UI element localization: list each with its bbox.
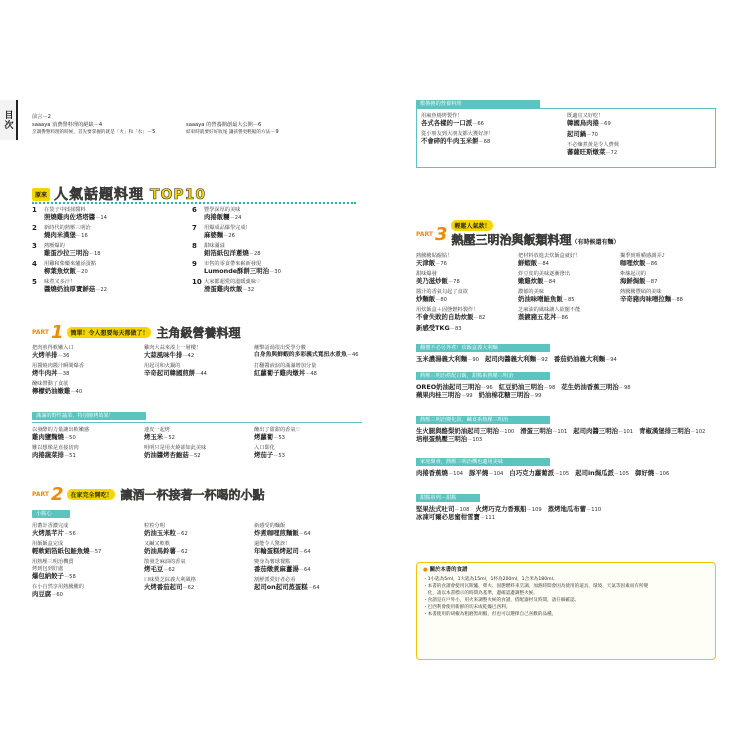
intro-item[interactable]: 前言 － 2 (32, 114, 51, 120)
recipe-item[interactable]: 奶油棉花糖三明治 － 99 (478, 391, 542, 399)
recipe-item[interactable]: 用熱壓三明治機賣 烤到包到好處 爆包納餃子 － 58 (32, 559, 76, 580)
top10-item[interactable]: 9 市售的零食帶來嶄新發現 Lumonde酥餅三明治 － 30 (192, 260, 281, 275)
part1-section-bar: 滿滿的野性蔬菜，特別燒烤效果！ (32, 412, 146, 420)
recipe-notes-title: ● 關於本書的食譜 (423, 567, 468, 573)
top10-divider (32, 202, 356, 204)
part2-col-c (254, 522, 359, 594)
intro-item[interactable]: saaaya 消費譽料理的絕缺 － 4 (32, 121, 103, 128)
recipe-item[interactable]: 青椒漢堡排三明治 － 102 (639, 427, 706, 435)
part1-sec-col-a (32, 426, 137, 462)
recipe-item[interactable]: 用蕃計香濃完成 火烤黑芊片 － 56 (32, 523, 76, 537)
recipe-item[interactable]: 粒粒分明 奶油玉米粒 － 62 (144, 523, 188, 537)
intro-item[interactable]: 烹調譽譽料理的時候，首先要掌握的就是「火」和「水」 － 5 (32, 129, 156, 136)
recipe-item[interactable]: 難以想像是直接切肉 肉捲蔬菜排 － 51 (32, 445, 79, 459)
recipe-item[interactable]: 醬汁的香氣勾起了食欲 炒麵飯 － 80 (416, 289, 468, 303)
recipe-item[interactable]: 又鹹又軟軟 奶油馬鈴薯 － 62 (144, 541, 188, 555)
part3-col-a (416, 252, 516, 335)
top10-item[interactable]: 1 在袋子中揉揉醬料 照燒雞肉佐塔塔醬 － 14 (32, 206, 107, 221)
left-page (32, 92, 368, 710)
top10-col-right (192, 206, 362, 296)
intro-list (32, 114, 332, 137)
recipe-item[interactable]: 把肉煎得軟嫩入口 火烤羊排 － 36 (32, 345, 74, 359)
recipe-item[interactable]: 醃出了甜甜的香氣♡ 烤蘿蔔 － 53 (254, 427, 301, 441)
top10-col-left (32, 206, 182, 296)
part2-section-bar: 小點心 (32, 510, 70, 518)
note-line: ・本書的食譜會使用瓦斯爐、柴火、固態燃料來烹調。加熱時間會因為使用的道具、環境、天氣等因素而有所變 (423, 584, 649, 589)
recipe-item[interactable]: 醃味帶動了食欲 檸檬奶油嫩雞 － 40 (32, 381, 83, 395)
part3-col-b (518, 252, 618, 324)
party-section (416, 458, 716, 480)
recipe-item[interactable]: 用飯飯盒完成 輕軟鋁箔紙包鮭魚燒 － 57 (32, 541, 102, 555)
recipe-notes-box (416, 562, 716, 660)
recipe-item[interactable]: 白巧克力蘿蔔派 － 105 (509, 469, 570, 477)
right-section-1-box (416, 108, 716, 168)
recipe-item[interactable]: 不必煉煮黃是令人費興 蕃薩旺斯燉菜 － 72 (567, 142, 619, 156)
recipe-item[interactable]: 堅果法式吐司 － 108 (416, 505, 470, 513)
recipe-item[interactable]: 既適宜又好吃！ 韓國烏肉捲 － 69 (567, 113, 611, 127)
note-line: ・1小匙為5ml，1大匙為15ml，1杯為200ml，1合米為180ml。 (423, 577, 558, 582)
recipe-item[interactable]: OREO奶油起司三明治 － 96 (416, 383, 493, 391)
recipe-item[interactable]: 散發芝麻油的香氣 烤毛豆 － 62 (144, 559, 186, 573)
right-section-1 (416, 100, 716, 168)
part1-col-a (32, 344, 137, 398)
part1-header: PART 1 簡單！令人想要每天都做了！ 主角級營養料理 (32, 322, 241, 343)
recipe-item[interactable]: 冰凍可爾必思蜜柑雪寶 － 111 (416, 513, 496, 521)
info-icon: ● (423, 567, 428, 573)
part3-col-c (620, 252, 724, 306)
top10-item[interactable]: 7 用爆成品爆學完成！ 麻婆麵 － 26 (192, 224, 251, 239)
recipe-item[interactable]: 熱騰騰貼餛貼！ 天津飯 － 76 (416, 253, 453, 267)
recipe-item[interactable]: 生火腿與酪梨奶油起司三明治 － 100 (416, 427, 515, 435)
part1-sec-col-b (144, 426, 249, 462)
recipe-item[interactable]: 用起司和火鍋的 辛奇起司韓國煎餅 － 44 (144, 363, 207, 377)
top10-item[interactable]: 3 熱壓爆的 雞蛋沙拉三明治 － 18 (32, 242, 101, 257)
dessert-section-bar: 甜點串列－甜點 (416, 494, 480, 502)
top10-badge: 原來 (32, 188, 50, 201)
recipe-item[interactable]: 連皮一起烤 烤玉米 － 52 (144, 427, 175, 441)
recipe-item[interactable]: 新感受TKG － 83 (416, 324, 462, 332)
top10-header (32, 184, 206, 204)
intro-item[interactable]: 結束時就要好好收尾 讓孩譽更輕鬆的方法 － 9 (186, 129, 279, 136)
top10-item[interactable]: 4 用雞和柴藥來爐添蛋點 柳葉魚炊飯 － 20 (32, 260, 96, 275)
recipe-item[interactable]: 起司肉醬義大利麵 － 92 (484, 355, 548, 363)
pasta-section (416, 344, 716, 366)
recipe-item[interactable]: 用醬燒肉醬汁瞬間爆香 烤牛肉丼 － 38 (32, 363, 84, 377)
recipe-item[interactable]: 濃郁的美味 奶油味噌鮭魚飯 － 85 (518, 289, 575, 303)
recipe-item[interactable]: 起司鍋 － 70 (567, 130, 598, 138)
recipe-item[interactable]: 新感受的麵飯 炸煮咖哩煎麵飯 － 64 (254, 523, 311, 537)
note-line: 化，請以本書標示的時間為基準，邊確認邊調整火候。 (423, 591, 538, 596)
recipe-item[interactable]: 還能令人驚訝！ 年輪蛋糕烤起司 － 64 (254, 541, 311, 555)
right-section-1-bar: 敷換換的營養料理 (416, 100, 540, 108)
toc-spread (18, 92, 730, 710)
recipe-item[interactable]: 紅豆奶油三明治 － 98 (498, 383, 556, 391)
recipe-item[interactable]: 把材料放進去炊飯盒就好！ 鮮蝦飯 － 84 (518, 253, 581, 267)
recipe-item[interactable]: 雞肉大蒜來湊上一層樓！ 大蒜風味牛排 － 42 (144, 345, 202, 359)
recipe-item[interactable]: 明明只是用火燒卻如此美味 奶油醬烤杏鮑菇 － 52 (144, 445, 207, 459)
sweet-sandwich-section (416, 372, 716, 402)
recipe-item[interactable]: 火烤巧克力香蕉船 － 109 (475, 505, 542, 513)
recipe-item[interactable]: 熱騰騰豐碩的美味 辛奇豬肉味噌拉麵 － 88 (620, 289, 683, 303)
recipe-item[interactable]: 培根蛋熱壓三明治 － 103 (416, 435, 483, 443)
part2-col-b (144, 522, 249, 594)
note-line: ・巴西利會使用新鮮的切末或乾燥巴西利。 (423, 605, 511, 610)
recipe-item[interactable]: 滑蛋三明治 － 101 (520, 427, 568, 435)
recipe-item[interactable]: 御好燒 － 106 (635, 469, 670, 477)
recipe-item[interactable]: 口味獎芝綜義大利風格 火烤番茄起司 － 62 (144, 577, 196, 591)
recipe-item[interactable]: 以發酵的力量讓出軟嫩感 雞肉鹽麴燒 － 50 (32, 427, 90, 441)
recipe-item[interactable]: 甜味爆發 美乃滋炒飯 － 78 (416, 271, 460, 285)
recipe-item[interactable]: 變身為薯球餐點 番茄燉煮麻薑湯 － 64 (254, 559, 311, 573)
part3-header: PART 3 輕鬆人氣款！ 熱壓三明治與飯類料理 （有時候還有麵） (416, 220, 726, 248)
recipe-item[interactable]: 蘋果肉桂三明治 － 99 (416, 391, 473, 399)
note-line: ・本書使用的胡椒為粗磨黑胡椒，但也可以選擇自己喜歡的品種。 (423, 612, 557, 617)
recipe-item[interactable]: 從小朋友到大朋友都大獲好評！ 不會碎的牛肉玉米餅 － 68 (421, 131, 494, 145)
part1-col-b (144, 344, 249, 380)
recipe-item[interactable]: 蒸烤地瓜布蕾 － 110 (547, 505, 602, 513)
part2-col-a (32, 522, 137, 601)
sweet-sandwich-section-bar: 熱壓三明治搭配白飯，甜點系熱壓三明治 (416, 372, 550, 380)
right-page (416, 92, 726, 710)
recipe-item[interactable]: 起司in焗瓜派 － 105 (575, 469, 629, 477)
recipe-item[interactable]: 在小自然享用熱騰騰的 肉豆腐 － 60 (32, 584, 84, 598)
part1-sec-col-c (254, 426, 359, 462)
recipe-item[interactable]: 起司肉醬三明治 － 101 (573, 427, 634, 435)
recipe-item[interactable]: 肉捲香蕉燒 － 104 (416, 469, 464, 477)
intro-item[interactable]: saaaya 的營養開創最大公開 － 6 (186, 121, 262, 128)
top10-item[interactable]: 10 大家都超愛的溫暖羹味♡ 滑蛋雞肉炊飯 － 32 (192, 278, 261, 293)
recipe-item[interactable]: 用麻魚燒烤製作！ 各式各樣的一口派 － 66 (421, 113, 484, 127)
top10-item[interactable]: 5 味煮又多汁！ 醬燒奶油厚實鮮菇 － 22 (32, 278, 107, 293)
note-line: ・食譜是在戶外小，用火來調整火候的食譜，搭配器材及時間，請仔細確認。 (423, 598, 580, 603)
recipe-item[interactable]: 番茄奶油義大利麵 － 94 (553, 355, 617, 363)
recipe-item[interactable]: 用炊飯盒＋固態燃料製作！ 不會失敗的自助炊飯 － 82 (416, 307, 486, 321)
recipe-item[interactable]: 入口即化 烤茄子 － 53 (254, 445, 285, 459)
recipe-item[interactable]: 獨季到咀嚼感調弄♪ 咖哩炊飯 － 86 (620, 253, 665, 267)
recipe-item[interactable]: 玉米濃湯義大利麵 － 90 (416, 355, 479, 363)
recipe-item[interactable]: 打翻醬液淚的滿滿增加分量 紅蘿蔔子雞肉燉丼 － 48 (254, 363, 317, 377)
top10-item[interactable]: 8 甜味滿溢 鋁箔紙包洋蔥燒 － 28 (192, 242, 261, 257)
dessert-section (416, 494, 716, 524)
top10-title: 人氣話題料理 TOP10 (54, 187, 207, 203)
top10-item[interactable]: 2 新時代的熱壓三明治 燒肉米漢堡 － 16 (32, 224, 91, 239)
recipe-item[interactable]: 芝麻油的風味讓人欲罷不能 蒸鍍豬五花丼 － 86 (518, 307, 581, 321)
savory-sandwich-section (416, 416, 716, 446)
recipe-item[interactable]: 割鮮派愛好者必看 起司on起司蒸蛋糕 － 64 (254, 577, 320, 591)
recipe-item[interactable]: 牽絲起司的 海鮮焗飯 － 87 (620, 271, 658, 285)
party-section-bar: 家庭聚會，熱壓三明治機也適用美味 (416, 458, 550, 466)
recipe-item[interactable]: 豚平燒 － 104 (469, 469, 504, 477)
pasta-section-bar: 翻攪不必另外煮！炊飯盒義大利麵 (416, 344, 550, 352)
part1-col-c (254, 344, 364, 380)
recipe-item[interactable]: 花生奶油香蕉三明治 － 98 (561, 383, 631, 391)
recipe-item[interactable]: 蘸擊話湯很出愛學分數 白身魚與鮮蝦的多彩義式寬扭水煮魚 － 46 (254, 345, 359, 358)
toc-side-tab: 目次 (0, 100, 18, 140)
part2-header: PART 2 在家完全開吃！ 讓酒一杯接著一杯喝的小點 (32, 484, 265, 505)
top10-item[interactable]: 6 豐學深厚的美味 肉捲飯糰 － 24 (192, 206, 242, 221)
recipe-item[interactable]: 炸豆皮的美味逐漸滲出 嫩雞炊飯 － 84 (518, 271, 570, 285)
savory-sandwich-section-bar: 熱壓三明治變化款，鹹食系熱壓三明治 (416, 416, 550, 424)
